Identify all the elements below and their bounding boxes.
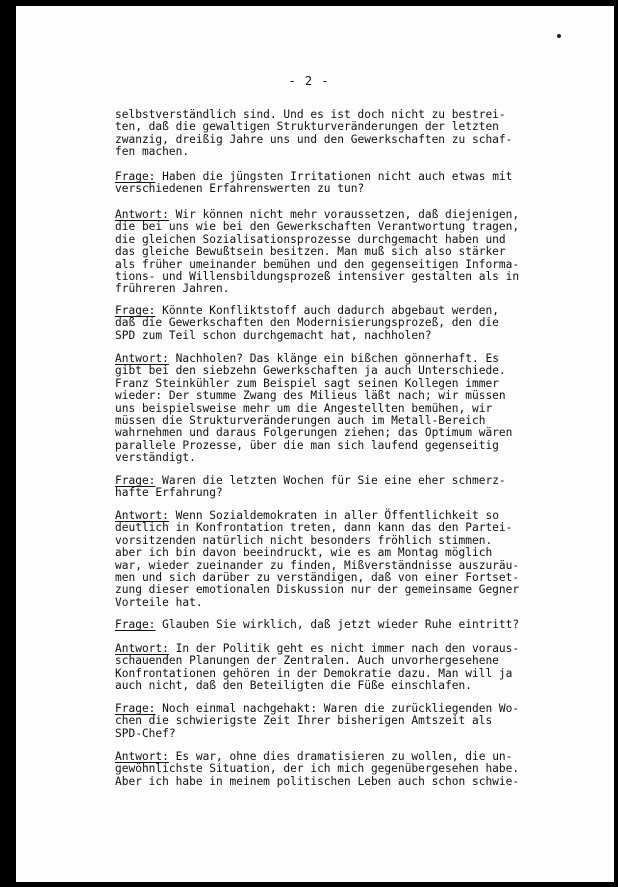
answer-5 (115, 751, 575, 788)
scan-speck (557, 34, 561, 38)
speaker-label: Frage: (115, 474, 156, 487)
paragraph-text: Glauben Sie wirklich, daß jetzt wieder Ruhe eintritt? (155, 618, 520, 631)
speaker-label: Antwort: (115, 642, 169, 655)
speaker-label: Antwort: (115, 352, 169, 365)
speaker-label: Frage: (115, 702, 156, 715)
paragraph-intro (115, 109, 575, 159)
speaker-label: Frage: (115, 618, 156, 631)
paragraph-text: Haben die jüngsten Irritationen nicht auch etwas mit verschiedenen Erfahrenswerten zu tun? (115, 170, 513, 196)
question-1 (115, 171, 575, 196)
question-2 (115, 305, 575, 342)
speaker-label: Frage: (115, 304, 156, 317)
answer-4 (115, 643, 575, 693)
paragraph-text: Könnte Konfliktstoff auch dadurch abgebaut werden, daß die Gewerkschaften den Modernisierungsprozeß, den die SPD zum Teil schon durchgemacht hat, nachholen? (115, 304, 499, 342)
paragraph-text: Waren die letzten Wochen für Sie eine eher schmerz- hafte Erfahrung? (115, 474, 506, 500)
paragraph-text: In der Politik geht es nicht immer nach den voraus- schauenden Planungen der Zentralen. Auch unvorhergesehene Konfrontationen gehören in der Demokratie dazu. Man will ja auch nicht, daß den Beteiligten die Füße einschlafen. (115, 642, 520, 693)
speaker-label: Antwort: (115, 208, 169, 221)
speaker-label: Antwort: (115, 509, 169, 522)
paragraph-text: Wir können nicht mehr voraussetzen, daß diejenigen, die bei uns wie bei den Gewerkschaften Verantwortung tragen, die gleichen Sozialisationsprozesse durchgemacht haben und das gleiche Bewußtsein besitzen. Man muß sich also stärker als früher umeinander bemühen und den gegenseitigen Informa- tions- und Willensbildungsprozeß intensiver gestalten als in frühreren Jahren. (115, 208, 520, 296)
paragraph-text: selbstverständlich sind. Und es ist doch nicht zu bestrei- ten, daß die gewaltigen Strukturveränderungen der letzten zwanzig, dreißig Jahre uns und den Gewerkschaften zu schaf- fen machen. (115, 108, 513, 159)
answer-1 (115, 209, 575, 296)
question-5 (115, 703, 575, 740)
page-number: - 2 - (288, 74, 330, 88)
question-4 (115, 619, 575, 631)
answer-3 (115, 510, 575, 609)
speaker-label: Antwort: (115, 750, 169, 763)
paragraph-text: Es war, ohne dies dramatisieren zu wollen, die un- gewöhnlichste Situation, der ich mich gegenübergesehen habe. Aber ich habe in meinem politischen Leben auch schon schwie- (115, 750, 520, 788)
paragraph-text: Nachholen? Das klänge ein bißchen gönnerhaft. Es gibt bei den siebzehn Gewerkschaften ja auch Unterschiede. Franz Steinkühler zum Beispiel sagt seinen Kollegen immer wieder: Der stumme Zwang des Milieus läßt nach; wir müssen uns beispielsweise mehr um die Angestellten bemühen, wir müssen die Strukturveränderungen auch im Metall-Bereich wahrnehmen und daraus Folgerungen ziehen; das Optimum wären parallele Prozesse, über die man sich laufend gegenseitig verständigt. (115, 352, 513, 465)
answer-2 (115, 353, 575, 465)
paragraph-text: Noch einmal nachgehakt: Waren die zurückliegenden Wo- chen die schwierigste Zeit Ihrer bisherigen Amtszeit als SPD-Chef? (115, 702, 520, 740)
speaker-label: Frage: (115, 170, 156, 183)
question-3 (115, 475, 575, 500)
paragraph-text: Wenn Sozialdemokraten in aller Öffentlichkeit so deutlich in Konfrontation treten, dann kann das den Partei- vorsitzenden natürlich nicht besonders fröhlich stimmen. aber ich bin davon beeindruckt, wie es am Montag möglich war, wieder zueinander zu finden, Mißverständnisse auszuräu- men und sich darüber zu verständigen, daß von einer Fortset- zung dieser emotionalen Diskussion nur der gemeinsame Gegner Vorteile hat. (115, 509, 520, 609)
